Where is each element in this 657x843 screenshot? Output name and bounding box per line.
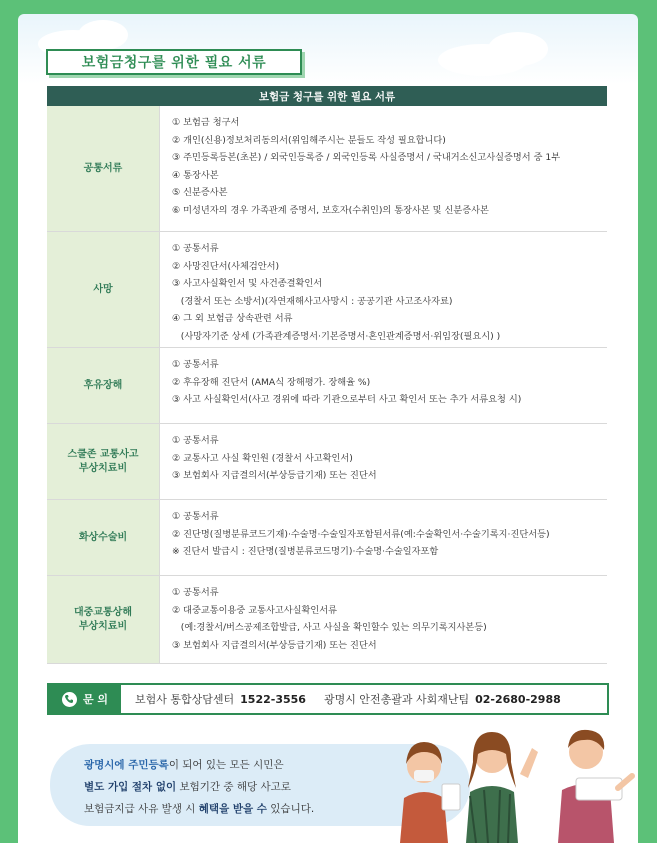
table-row <box>47 424 607 500</box>
row-items <box>159 424 607 499</box>
person-2-figure <box>466 732 538 843</box>
person-1-figure <box>400 742 460 843</box>
document-item: ⑥ 미성년자의 경우 가족관계 증명서, 보호자(수취인)의 통장사본 및 신분증사본 <box>172 204 489 216</box>
insurer-number[interactable]: 1522-3556 <box>240 693 306 706</box>
notice-text: 있습니다. <box>266 803 315 815</box>
table-row <box>47 232 607 348</box>
row-items <box>159 232 607 347</box>
document-item: ① 보험금 청구서 <box>172 117 240 128</box>
table-row <box>47 576 607 664</box>
document-item: ① 공통서류 <box>172 511 219 522</box>
person-3-figure <box>558 730 632 843</box>
city-contact <box>324 691 561 707</box>
document-item: ④ 통장사본 <box>172 169 219 181</box>
row-category: 공통서류 <box>47 106 159 231</box>
row-category: 후유장해 <box>47 348 159 423</box>
documents-table <box>47 86 607 664</box>
document-item: ① 공통서류 <box>172 435 219 446</box>
row-category: 사망 <box>47 232 159 347</box>
row-category: 대중교통상해 부상치료비 <box>47 576 159 663</box>
document-item: ③ 보험회사 지급결의서(부상등급기재) 또는 진단서 <box>172 639 377 651</box>
document-item: ② 개인(신용)정보처리동의서(위임해주시는 분들도 작성 필요합니다) <box>172 134 446 146</box>
document-item: (경찰서 또는 소방서)(자연재해사고사망시 : 공공기관 사고조사자료) <box>172 295 453 307</box>
row-items <box>159 106 607 231</box>
document-item: ① 공통서류 <box>172 359 219 370</box>
row-items <box>159 348 607 423</box>
document-item: (사망자기준 상세 (가족관계증명서·기본증명서·혼인관계증명서·위임장(필요시) ) <box>172 330 501 342</box>
document-item: ④ 그 외 보험금 상속관련 서류 <box>172 313 293 325</box>
table-row <box>47 348 607 424</box>
contact-bar <box>47 683 609 715</box>
row-items <box>159 576 607 663</box>
notice-text: 광명시에 <box>84 759 129 771</box>
document-item: ② 교통사고 사실 확인원 (경찰서 사고확인서) <box>172 452 353 464</box>
cloud-decoration <box>78 20 128 50</box>
table-row <box>47 106 607 232</box>
document-item: ※ 진단서 발급시 : 진단명(질병분류코드명기)·수술명·수술일자포함 <box>172 546 439 558</box>
people-illustration <box>380 718 640 843</box>
row-category: 스쿨존 교통사고 부상치료비 <box>47 424 159 499</box>
cloud-decoration <box>488 32 548 66</box>
row-category: 화상수술비 <box>47 500 159 575</box>
document-item: ③ 주민등록등본(초본) / 외국인등록증 / 외국인등록 사실증명서 / 국내거소신고사실증명서 중 1부 <box>172 152 561 164</box>
notice-text: 보험금지급 사유 발생 시 <box>84 803 199 815</box>
page-title: 보험금청구를 위한 필요 서류 <box>81 55 267 71</box>
contact-label: 문 의 <box>82 693 109 706</box>
city-number[interactable]: 02-2680-2988 <box>475 693 561 706</box>
notice-highlight: 주민등록 <box>128 759 169 771</box>
row-items <box>159 500 607 575</box>
page-title-box <box>46 49 302 75</box>
phone-icon <box>62 692 77 707</box>
document-item: ③ 사고사실확인서 및 사건종결확인서 <box>172 278 323 290</box>
table-row <box>47 500 607 576</box>
insurer-contact <box>135 691 306 707</box>
city-text: 광명시 안전총괄과 사회재난팀 <box>323 693 470 706</box>
notice-text: 보험기간 중 해당 사고로 <box>176 781 291 793</box>
document-item: ⑤ 신분증사본 <box>172 187 228 199</box>
notice-highlight: 별도 가입 절차 없이 <box>84 781 177 793</box>
insurer-text: 보험사 통합상담센터 <box>135 693 235 706</box>
document-item: ② 대중교통이용중 교통사고사실확인서류 <box>172 604 337 616</box>
contact-tag <box>49 685 121 713</box>
document-item: ③ 사고 사실확인서(사고 경위에 따라 기관으로부터 사고 확인서 또는 추가 서류요청 시) <box>172 394 522 406</box>
table-body <box>47 106 607 664</box>
document-item: ② 사망진단서(사체검안서) <box>172 260 280 272</box>
document-item: ① 공통서류 <box>172 587 219 598</box>
notice-highlight: 혜택을 받을 수 <box>198 803 267 815</box>
document-item: ③ 보험회사 지급결의서(부상등급기재) 또는 진단서 <box>172 470 377 482</box>
document-item: ① 공통서류 <box>172 243 219 254</box>
document-item: ② 후유장해 진단서 (AMA식 장해평가. 장해율 %) <box>172 376 371 388</box>
table-header: 보험금 청구를 위한 필요 서류 <box>47 86 607 106</box>
document-item: ② 진단명(질병분류코드기재)·수술명·수술일자포함된서류(예:수술확인서·수술기록지·진단서등) <box>172 528 550 540</box>
notice-text: 이 되어 있는 모든 시민은 <box>168 759 284 771</box>
document-item: (예:경찰서/버스공제조합발급, 사고 사실을 확인할수 있는 의무기록지사본등) <box>172 622 487 634</box>
